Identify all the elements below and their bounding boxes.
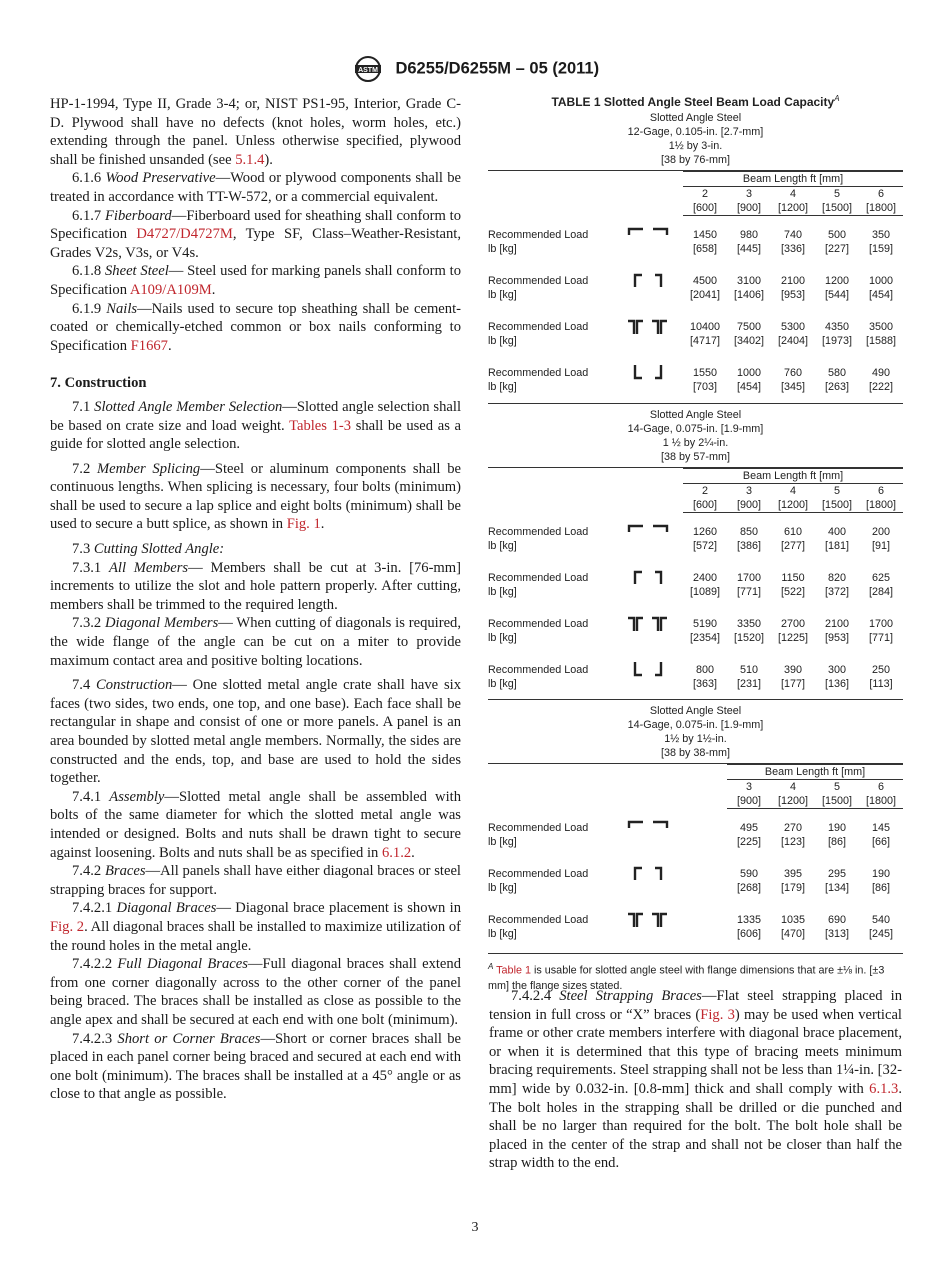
column-header: 3 [900] (727, 780, 771, 809)
load-value: 1450 [658] (692, 229, 718, 255)
table-1 (488, 92, 903, 994)
cross-reference-link[interactable]: A109/A109M (129, 281, 212, 298)
subtitle-line: 12-Gage, 0.105-in. [2.7-mm] (627, 126, 764, 138)
load-table-section (488, 171, 903, 400)
paragraph-text: 7.4.2.2 (72, 956, 118, 973)
subtitle-line: 14-Gage, 0.075-in. [1.9-mm] (627, 423, 764, 435)
paragraph-text: 6.1.6 (72, 170, 106, 187)
paragraph-title: Full Diagonal Braces (117, 956, 248, 973)
load-value: 400 [181] (824, 526, 849, 552)
load-value: 190 [86] (872, 868, 891, 894)
paragraph-text: . (167, 337, 172, 354)
load-value: 4350 [1973] (821, 321, 853, 347)
angle-pair-flat-icon (625, 818, 671, 838)
table-row (488, 262, 903, 308)
table-row (488, 559, 903, 605)
paragraph-text: 7.4.1 (72, 788, 110, 805)
paragraph-text: 7.4.2.1 (72, 900, 117, 917)
paragraph-text: . (320, 516, 325, 533)
load-value: 7500 [3402] (733, 321, 765, 347)
cross-reference-link[interactable]: Fig. 1 (286, 516, 321, 533)
paragraph-text: 7.4.2.3 (72, 1030, 118, 1047)
paragraph-text: 7.3.1 (72, 559, 109, 576)
load-value: 200 [91] (872, 526, 891, 552)
row-label: Recommended Load lb [kg] (488, 525, 589, 552)
angle-double-pair-icon (625, 317, 671, 337)
paragraph-text: —Wood or plywood components shall be treated in accordance with TT-W-572, or a commercial equivalent. (50, 170, 461, 205)
load-value: 1700 [771] (869, 618, 894, 644)
page-header (0, 55, 950, 83)
load-table-section (488, 468, 903, 697)
paragraph-title: Sheet Steel (105, 263, 169, 280)
paragraph (50, 614, 461, 670)
load-value: 1000 [454] (736, 367, 762, 393)
load-value: 2100 [953] (780, 275, 806, 301)
row-label: Recommended Load lb [kg] (488, 618, 589, 644)
paragraph (50, 398, 461, 454)
row-label: Recommended Load lb [kg] (488, 228, 589, 255)
load-value: 980 [445] (736, 229, 761, 255)
cross-reference-link[interactable]: 6.1.2 (381, 844, 412, 861)
column-header: 6 [1800] (859, 484, 903, 513)
load-value: 390 [177] (780, 664, 805, 690)
paragraph-title: Steel Strapping Braces (559, 988, 702, 1004)
subtitle-line: [38 by 76-mm] (660, 154, 730, 166)
cross-reference-link[interactable]: 6.1.3 (869, 1080, 899, 1097)
load-value: 3350 [1520] (733, 618, 765, 644)
angle-double-pair-icon (625, 910, 671, 930)
table-row (488, 651, 903, 697)
paragraph-text: — One slotted metal angle crate shall have six faces (two sides, two ends, one top, and one base). Each face shall be rectangular in shape and consist of one or more panels. A panel is an area bounded by slotted metal angle members. Normally, the sides are constructed and the ends, top, and base are used to hold the sides together. (50, 677, 461, 787)
paragraph-text: — Steel used for marking panels shall conform to Specification (50, 263, 461, 298)
paragraph-text: . (411, 844, 415, 861)
paragraph (50, 788, 461, 862)
row-label: Recommended Load lb [kg] (488, 821, 589, 848)
paragraph-text: 7.4.2.4 (511, 988, 560, 1004)
load-value: 510 [231] (736, 664, 761, 690)
paragraph-text: 7.3.2 (72, 615, 106, 632)
load-value: 820 [372] (824, 572, 849, 598)
paragraph (489, 987, 902, 1173)
astm-logo-icon (351, 55, 385, 83)
load-value: 1700 [771] (736, 572, 762, 598)
load-value: 490 [222] (869, 367, 894, 393)
table-link[interactable]: Table 1 (496, 964, 531, 977)
load-value: 1550 [703] (692, 367, 718, 393)
paragraph-title: All Members (108, 559, 189, 576)
paragraph-title: Construction (96, 677, 173, 694)
row-label: Recommended Load lb [kg] (488, 321, 589, 347)
beam-length-header: Beam Length ft [mm] (683, 469, 903, 484)
paragraph-text: . All diagonal braces shall be installed to maximize utilization of the round holes in the metal angle. (50, 918, 461, 954)
paragraph-text: —Full diagonal braces shall extend from one corner diagonally across to the other corner of the panel being braced. The braces shall be installed as close as possible to the angle apex and shall be secured at each end with one bolt (minimum). (50, 956, 462, 1028)
paragraph-title: Fiberboard (104, 207, 172, 224)
section-subtitle (488, 111, 903, 167)
subtitle-line: 1 ½ by 2¼-in. (662, 437, 729, 449)
subtitle-line: 14-Gage, 0.075-in. [1.9-mm] (627, 719, 764, 731)
paragraph-text: . The bolt holes in the strapping shall be drilled or die punched and shall be no larger than required for the bolt. The bolt hole shall be placed in the center of the strap and shall not be closer than half the strap width to the end. (489, 1080, 902, 1172)
document-designation: D6255/D6255M – 05 (2011) (395, 59, 600, 78)
load-value: 540 [245] (869, 914, 894, 940)
table-footnote: $^A$ Table 1 is usable for slotted angle steel with flange dimensions that are ±⅛ in. [±3 mm] the flange sizes stated. (488, 962, 885, 992)
paragraph-text: 7.4 (72, 677, 97, 694)
table-row (488, 308, 903, 354)
paragraph-title: Nails (106, 300, 138, 317)
subtitle-line: Slotted Angle Steel (649, 705, 742, 717)
paragraph-text: — Members shall be cut at 3-in. [76-mm] increments to utilize the slot and hole pattern properly. After cutting, members shall be trimmed to the required length. (50, 559, 461, 613)
column-header: 3 [900] (727, 484, 771, 513)
footnote-mark: A (834, 94, 840, 103)
load-value: 850 [386] (736, 526, 761, 552)
angle-double-pair-icon (625, 614, 671, 634)
paragraph (50, 1030, 461, 1104)
paragraph-text: . (211, 281, 216, 298)
column-header: 4 [1200] (771, 187, 815, 216)
cross-reference-link[interactable]: 5.1.4 (235, 151, 265, 168)
load-value: 500 [227] (824, 229, 849, 255)
paragraph-text: shall be used as a guide for slotted angle selection. (50, 417, 461, 453)
paragraph (50, 300, 461, 356)
paragraph-text: —Steel or aluminum components shall be continuous lengths. When splicing is necessary, four bolts (minimum) shall be used to secure a lap splice and eight bolts (minimum) shall be used to secure a butt splice, as shown in (50, 460, 462, 533)
subtitle-line: Slotted Angle Steel (649, 409, 742, 421)
paragraph-text: — Diagonal brace placement is shown in (216, 900, 461, 917)
angle-pair-base-icon (625, 660, 671, 680)
load-value: 1150 [522] (780, 572, 805, 598)
table-title (488, 92, 903, 109)
paragraph-text: —Fiberboard used for sheathing shall conform to Specification (50, 207, 461, 243)
load-table-section (488, 764, 903, 947)
column-header: 5 [1500] (815, 780, 859, 809)
load-value: 5190 [2354] (689, 618, 721, 644)
paragraph (50, 676, 461, 788)
paragraph-text: 7. Construction (50, 375, 147, 392)
load-value: 5300 [2404] (777, 321, 809, 347)
cross-reference-link[interactable]: Fig. 2 (50, 918, 85, 935)
row-label: Recommended Load lb [kg] (488, 868, 589, 894)
load-value: 580 [263] (824, 367, 849, 393)
table-row (488, 901, 903, 947)
paragraph-text: HP-1-1994, Type II, Grade 3-4; or, NIST PS1-95, Interior, Grade C-D. Plywood shall have no defects (knot holes, worm holes, etc.) extending through the panel. Unless otherwise specified, plywood shall be finished unsanded (see (50, 96, 461, 168)
beam-length-header: Beam Length ft [mm] (727, 765, 903, 780)
section-subtitle (488, 704, 903, 760)
paragraph-title: Diagonal Members (105, 615, 219, 632)
paragraph-title: Assembly (109, 788, 165, 805)
load-value: 250 [113] (869, 664, 893, 690)
table-row (488, 216, 903, 263)
column-header: 4 [1200] (771, 780, 815, 809)
cross-reference-link[interactable]: Tables 1-3 (289, 417, 352, 434)
load-value: 3500 [1588] (866, 321, 897, 347)
load-value: 1200 [544] (824, 275, 850, 301)
section-subtitle (488, 408, 903, 464)
load-value: 2400 [1089] (689, 572, 721, 598)
row-label: Recommended Load lb [kg] (488, 664, 589, 690)
load-value: 1335 [606] (736, 914, 762, 940)
cross-reference-link[interactable]: F1667 (130, 337, 168, 354)
load-value: 300 [136] (824, 664, 849, 690)
row-label: Recommended Load lb [kg] (488, 914, 589, 940)
paragraph-text: , Type SF, Class–Weather-Resistant, Grades V2s, V3s, or V4s. (50, 226, 461, 261)
paragraph-title: Member Splicing (97, 460, 201, 477)
paragraph (50, 95, 461, 169)
right-column (489, 987, 902, 1173)
load-value: 4500 [2041] (689, 275, 721, 301)
paragraph-text: —All panels shall have either diagonal braces or steel strapping braces for support. (50, 863, 461, 898)
cross-reference-link[interactable]: D4727/D4727M (136, 226, 233, 243)
paragraph (50, 262, 461, 299)
paragraph-text: 6.1.8 (72, 263, 105, 280)
table-row (488, 513, 903, 560)
paragraph-text: 6.1.9 (72, 300, 107, 317)
paragraph (50, 169, 461, 206)
paragraph (50, 540, 461, 559)
paragraph (50, 955, 461, 1029)
load-value: 395 [179] (780, 868, 805, 894)
paragraph-text: —Slotted metal angle shall be assembled with bolts of the same diameter for which the slotted metal angle was intended or designed. Bolts and nuts shall be drawn tight to secure against loosening. Bolts and nuts shall be as specified in (50, 788, 461, 861)
paragraph (50, 862, 461, 899)
paragraph-text: 7.4.2 (72, 863, 105, 880)
left-column (50, 95, 461, 1104)
load-value: 760 [345] (780, 367, 805, 393)
beam-length-header: Beam Length ft [mm] (683, 172, 903, 187)
paragraph-text: —Flat steel strapping placed in tension in full cross or “X” braces ( (489, 988, 902, 1023)
paragraph-text: —Nails used to secure top sheathing shall be cement-coated or chemically-etched common or box nails conforming to Specification (50, 300, 461, 354)
paragraph-text: ) may be used when vertical frame or other crate members interfere with diagonal brace placement, or when it is determined that this type of bracing meets minimum bracing requirements. Steel strapping shall not be less than 1¼-in. [32-mm] wide by 0.032-in. [0.8-mm] thick and shall comply with (489, 1006, 902, 1097)
cross-reference-link[interactable]: Fig. 3 (700, 1006, 735, 1023)
load-value: 800 [363] (692, 664, 717, 690)
column-header: 6 [1800] (859, 780, 903, 809)
row-label: Recommended Load lb [kg] (488, 572, 589, 598)
load-value: 190 [86] (827, 822, 846, 848)
paragraph (50, 899, 461, 955)
subtitle-line: 1½ by 1½-in. (664, 733, 727, 745)
angle-pair-upright-icon (625, 864, 671, 884)
svg-text:ASTM: ASTM (357, 66, 378, 74)
load-value: 610 [277] (780, 526, 805, 552)
subtitle-line: [38 by 57-mm] (660, 451, 730, 463)
load-value: 10400 [4717] (689, 321, 721, 347)
paragraph-text: 6.1.7 (72, 207, 105, 224)
subtitle-line: 1½ by 3-in. (668, 140, 723, 152)
paragraph-text: 7.1 (72, 398, 95, 415)
table-row (488, 809, 903, 856)
table-title-text: TABLE 1 Slotted Angle Steel Beam Load Capacity (551, 95, 835, 109)
subtitle-line: [38 by 38-mm] (660, 747, 730, 759)
table-row (488, 855, 903, 901)
column-header: 5 [1500] (815, 484, 859, 513)
paragraph-text: —Short or corner braces shall be placed in each panel corner being braced and secured at each end with one bolt (minimum). The braces shall be installed at a 45° angle or as close to that angle as possible. (50, 1030, 461, 1103)
load-value: 625 [284] (869, 572, 894, 598)
load-value: 295 [134] (824, 868, 849, 894)
load-value: 2700 [1225] (777, 618, 809, 644)
load-value: 2100 [953] (824, 618, 850, 644)
load-value: 350 [159] (869, 229, 894, 255)
paragraph-text: —Slotted angle selection shall be based on crate size and load weight. (50, 398, 461, 434)
table-row (488, 605, 903, 651)
paragraph-title: Cutting Slotted Angle: (93, 541, 225, 558)
paragraph-title: Wood Preservative (105, 170, 216, 187)
paragraph-text: 7.3 (72, 541, 94, 558)
load-value: 1260 [572] (692, 526, 718, 552)
row-label: Recommended Load lb [kg] (488, 367, 589, 393)
angle-pair-flat-icon (625, 522, 671, 542)
column-header: 2 [600] (683, 484, 727, 513)
load-value: 1000 [454] (869, 275, 894, 301)
angle-pair-upright-icon (625, 568, 671, 588)
page-number: 3 (471, 1220, 479, 1235)
load-value: 690 [313] (824, 914, 849, 940)
load-value: 145 [66] (872, 822, 891, 848)
column-header: 2 [600] (683, 187, 727, 216)
load-value: 1035 [470] (780, 914, 806, 940)
load-value: 495 [225] (736, 822, 761, 848)
paragraph-title: Diagonal Braces (116, 900, 217, 917)
load-value: 270 [123] (780, 822, 805, 848)
paragraph-text: ). (264, 151, 273, 168)
angle-pair-flat-icon (625, 225, 671, 245)
paragraph-text: 7.2 (72, 460, 98, 477)
paragraph (50, 460, 461, 534)
section-heading (50, 374, 461, 393)
row-label: Recommended Load lb [kg] (488, 275, 589, 301)
subtitle-line: Slotted Angle Steel (649, 112, 742, 124)
paragraph (50, 207, 461, 263)
paragraph (50, 559, 461, 615)
load-value: 740 [336] (780, 229, 805, 255)
column-header: 6 [1800] (859, 187, 903, 216)
paragraph-title: Slotted Angle Member Selection (94, 398, 283, 415)
paragraph-title: Short or Corner Braces (117, 1030, 261, 1047)
column-header: 5 [1500] (815, 187, 859, 216)
table-row (488, 354, 903, 400)
angle-pair-upright-icon (625, 271, 671, 291)
column-header: 3 [900] (727, 187, 771, 216)
load-value: 3100 [1406] (733, 275, 765, 301)
column-header: 4 [1200] (771, 484, 815, 513)
paragraph-title: Braces (104, 863, 146, 880)
load-value: 590 [268] (736, 868, 761, 894)
paragraph-text: — When cutting of diagonals is required, the wide flange of the angle can be cut on a miter to provide maximum contact area and positive bolting locations. (50, 615, 461, 669)
angle-pair-base-icon (625, 363, 671, 383)
